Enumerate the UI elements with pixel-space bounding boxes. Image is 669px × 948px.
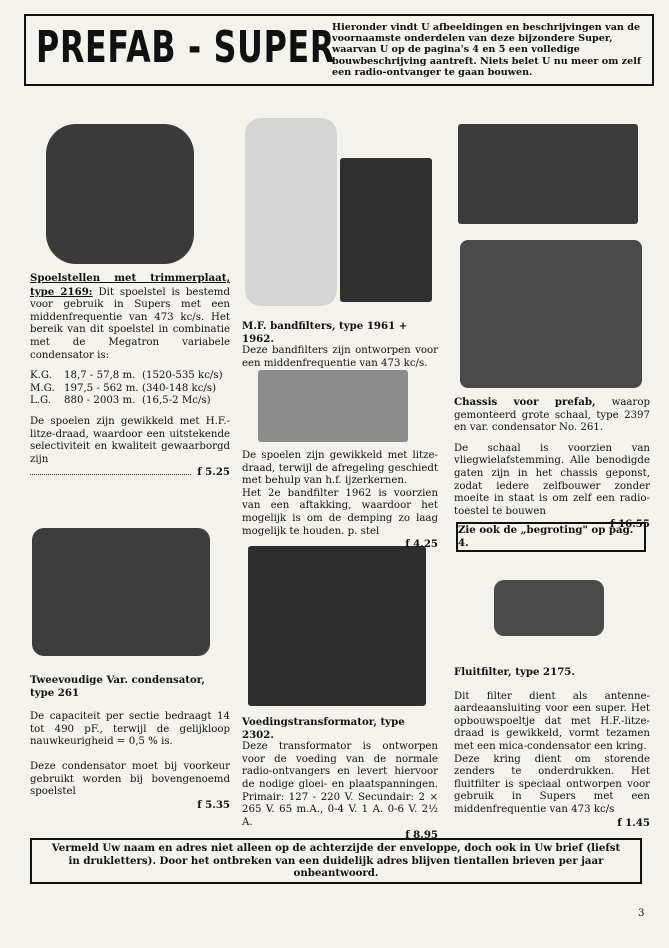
fluitfilter-text: Dit filter dient als antenne-aardeaansluiting voor een super. Het opbouwspoeltje dat met H.F.-litze-draad is gewikkeld, vormt tezamen met een mica-condensator een kring. (454, 690, 650, 752)
condensator-price: f 5.35 (197, 798, 230, 811)
fluitfilter-section (454, 666, 650, 829)
fluitfilter-price: f 1.45 (617, 816, 650, 829)
footer-notice-text: Vermeld Uw naam en adres niet alleen op de achterzijde der enveloppe, doch ook in Uw brief (liefst in drukletters). Door het ontbreken van een duidelijk adres blijven tientallen brieven per jaar onbeantwoord. (51, 842, 621, 880)
bandfilter-bracket-photo (258, 370, 408, 442)
begroting-notice-text: Zie ook de „begroting" op pag. 4. (458, 524, 634, 549)
spoelstel-price-line (30, 466, 230, 479)
fluitfilter-heading: Fluitfilter, type 2175. (454, 666, 575, 678)
chassis-heading: Chassis voor prefab, (454, 396, 596, 408)
bandfilter-price: f 4.25 (405, 538, 438, 551)
condensator-text: De capaciteit per sectie bedraagt 14 tot 490 pF., terwijl de gelijkloop nauwkeurigheid = 0,5 % is. (30, 711, 230, 748)
condensator-section (30, 674, 230, 811)
bandfilter-section-2 (242, 450, 438, 551)
chassis-photo (460, 240, 642, 388)
bandfilter-text2: De spoelen zijn gewikkeld met litze-draad, terwijl de afregeling geschiedt met behulp van h.f. ijzerkernen. (242, 450, 438, 487)
chassis-text: waarop gemonteerd grote schaal, type 2397 en var. condensator No. 261. (454, 397, 650, 434)
bandfilter-heading: M.F. bandfilters, type 1961 + 1962. (242, 320, 408, 345)
coil-assembly-photo (46, 124, 194, 264)
bandfilter-text3: Het 2e bandfilter 1962 is voorzien van een aftakking, waardoor het mogelijk is om de demping zo laag mogelijk te houden. p. stel (242, 487, 438, 537)
bandfilter-section (242, 320, 438, 370)
transformator-heading: Voedingstransformator, type 2302. (242, 716, 405, 741)
condensator-heading: Tweevoudige Var. condensator, type 261 (30, 674, 205, 699)
bandfilter-text: Deze bandfilters zijn ontworpen voor een middenfrequentie van 473 kc/s. (242, 345, 438, 369)
transformator-text: Deze transformator is ontworpen voor de voeding van de normale radio-ontvangers en levert hiervoor de nodige gloei- en plaatspanningen. Primair: 127 - 220 V. Secundair: 2 × 265 V. 65 m.A., 0-4 V. 1 A. 0-6 V. 2½ A. (242, 741, 438, 828)
begroting-notice (456, 522, 646, 552)
variable-condenser-photo (32, 528, 210, 656)
header-box (24, 14, 654, 86)
chassis-section (454, 396, 650, 531)
dial-scale-photo (458, 124, 638, 224)
range-row: K.G. 18,7 - 57,8 m. (1520-535 kc/s) (30, 370, 223, 382)
range-row: M.G. 197,5 - 562 m. (340-148 kc/s) (30, 382, 217, 394)
spoelstel-ranges (30, 370, 230, 408)
condensator-text2: Deze condensator moet bij voorkeur gebruikt worden bij bovengenoemd spoelstel (30, 760, 230, 798)
page-number: 3 (638, 908, 645, 919)
fluitfilter-text2: Deze kring dient om storende zenders te onderdrukken. Het fluitfilter is speciaal ontworpen voor gebruik in Supers met een middenfrequentie van 473 kc/s (454, 753, 650, 815)
transformator-section (242, 716, 438, 842)
range-row: L.G. 880 - 2003 m. (16,5-2 Mc/s) (30, 395, 211, 407)
bandfilter-cans-photo-2 (340, 158, 432, 302)
spoelstel-text: Dit spoelstel is bestemd voor gebruik in Supers met een middenfrequentie van 473 kc/s. Het bereik van dit spoelstel in combinatie met de Megatron variabele condensator is: (30, 286, 230, 361)
footer-notice-box (30, 838, 642, 884)
spoelstel-section (30, 272, 230, 479)
chassis-text2: De schaal is voorzien van vliegwielafstemming. Alle benodigde gaten zijn in het chassis geponst, zodat iedere zelfbouwer zonder moeite in staat is om zelf een radio-toestel te bouwen (454, 442, 650, 517)
spoelstel-price: f 5.25 (197, 466, 230, 479)
page-title: PREFAB - SUPER (36, 22, 336, 73)
spoelstel-text2: De spoelen zijn gewikkeld met H.F.-litze-draad, waardoor een uitstekende selectiviteit en kwaliteit gewaarborgd zijn (30, 415, 230, 465)
chassis-price: f 16.55 (610, 518, 650, 531)
transformator-price: f 8.95 (405, 829, 438, 842)
header-intro: Hieronder vindt U afbeeldingen en beschrijvingen van de voornaamste onderdelen van deze bijzondere Super, waarvan U op de pagina's 4 en 5 een volledige bouwbeschrijving aantreft. Niets belet U nu meer om zelf een radio-ontvanger te gaan bouwen. (332, 22, 642, 78)
spoelstel-heading: Spoelstellen met trimmerplaat, type 2169: (30, 272, 230, 298)
bandfilter-cans-photo (245, 118, 337, 306)
transformer-photo (248, 546, 426, 706)
whistle-filter-photo (494, 580, 604, 636)
